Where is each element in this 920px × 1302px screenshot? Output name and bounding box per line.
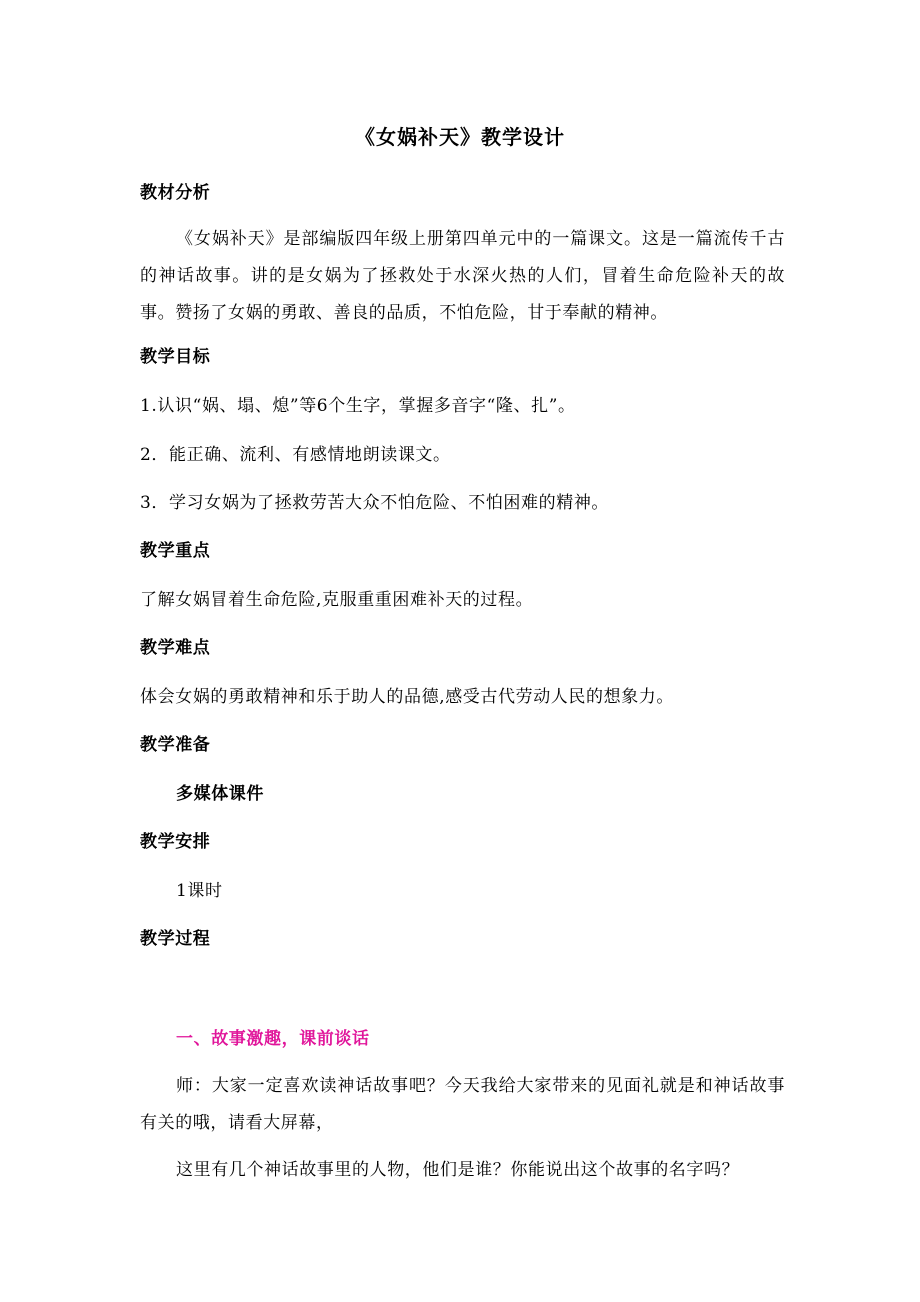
process-heading: 教学过程 xyxy=(140,929,211,949)
arrangement-heading: 教学安排 xyxy=(140,832,211,852)
material-analysis-heading: 教材分析 xyxy=(140,183,211,203)
arrangement-text: 1课时 xyxy=(176,881,223,901)
difficult-points-heading: 教学难点 xyxy=(140,638,211,658)
document-title: 《女娲补天》教学设计 xyxy=(355,125,565,149)
material-analysis-text: 《女娲补天》是部编版四年级上册第四单元中的一篇课文。这是一篇流传千古的神话故事。讲的是女娲为了拯救处于水深火热的人们，冒着生命危险补天的故事。赞扬了女娲的勇敢、善良的品质，不怕危险，甘于奉献的精神。 xyxy=(140,229,785,323)
key-points-heading: 教学重点 xyxy=(140,541,211,561)
teaching-goals-heading: 教学目标 xyxy=(140,347,211,367)
process-paragraph-1: 师：大家一定喜欢读神话故事吧？今天我给大家带来的见面礼就是和神话故事有关的哦，请看大屏幕， xyxy=(140,1076,785,1133)
teaching-goal-item-3: 3．学习女娲为了拯救劳苦大众不怕危险、不怕困难的精神。 xyxy=(140,493,610,513)
teaching-goal-item-1: 1.认识“娲、塌、熄”等6个生字，掌握多音字“隆、扎”。 xyxy=(140,396,576,416)
process-paragraph-2: 这里有几个神话故事里的人物，他们是谁？你能说出这个故事的名字吗？ xyxy=(176,1160,740,1180)
preparation-text: 多媒体课件 xyxy=(176,784,264,804)
preparation-heading: 教学准备 xyxy=(140,735,211,755)
difficult-points-text: 体会女娲的勇敢精神和乐于助人的品德,感受古代劳动人民的想象力。 xyxy=(140,687,675,707)
key-points-text: 了解女娲冒着生命危险,克服重重困难补天的过程。 xyxy=(140,590,534,610)
teaching-goal-item-2: 2．能正确、流利、有感情地朗读课文。 xyxy=(140,445,451,465)
process-section-1-title: 一、故事激趣，课前谈话 xyxy=(176,1029,370,1049)
